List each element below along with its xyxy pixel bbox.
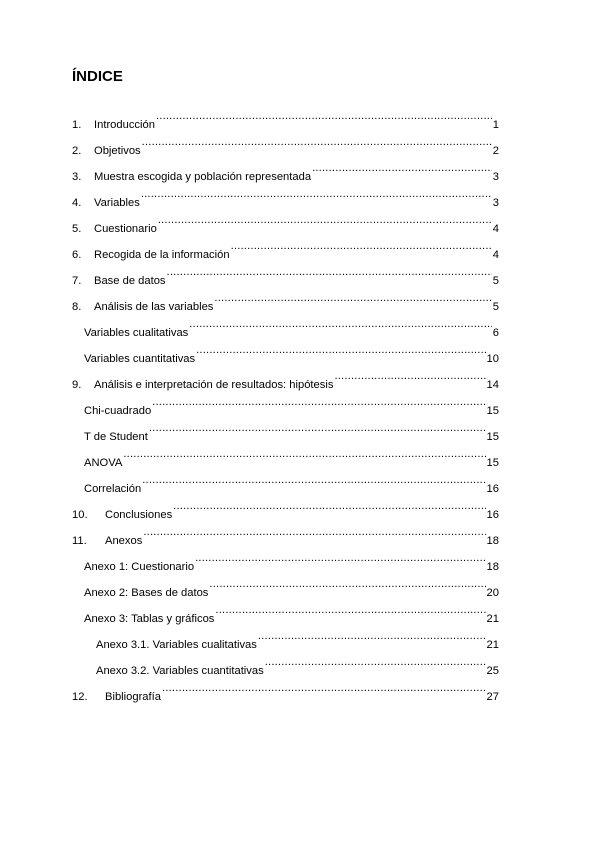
toc-entry-page[interactable]: 20 (486, 587, 499, 599)
toc-entry-page[interactable]: 16 (486, 509, 499, 521)
toc-entry-page[interactable]: 18 (486, 561, 499, 573)
toc-entry-title[interactable]: Anexo 3.1. Variables cualitativas (96, 639, 257, 651)
toc-entry[interactable] (0, 544, 499, 573)
toc-entry-number: 11. (72, 535, 87, 547)
toc-dot-leader (158, 206, 492, 232)
toc-entry-number: 7. (72, 275, 82, 287)
toc-entry-title[interactable]: Variables cuantitativas (84, 353, 196, 365)
toc-dot-leader (189, 310, 492, 336)
toc-dot-leader (231, 232, 492, 258)
toc-entry-title[interactable]: Objetivos (94, 145, 141, 157)
toc-entry[interactable] (0, 440, 499, 469)
toc-entry[interactable] (0, 180, 499, 209)
toc-entry-number: 9. (72, 379, 82, 391)
toc-entry[interactable] (0, 102, 499, 131)
toc-entry-number: 4. (72, 197, 82, 209)
toc-entry-title[interactable]: Variables (94, 197, 140, 209)
toc-dot-leader (312, 154, 492, 180)
toc-dot-leader (162, 674, 486, 700)
toc-entry-page[interactable]: 6 (492, 327, 499, 339)
toc-entry-page[interactable]: 5 (492, 301, 499, 313)
toc-dot-leader (173, 492, 485, 518)
toc-entry-title[interactable]: Análisis e interpretación de resultados: hipótesis (94, 379, 334, 391)
toc-entry-title[interactable]: Recogida de la información (94, 249, 230, 261)
toc-dot-leader (215, 596, 485, 622)
toc-entry[interactable] (0, 570, 499, 599)
toc-entry-page[interactable]: 2 (492, 145, 499, 157)
toc-entry-page[interactable]: 25 (486, 665, 499, 677)
toc-entry-title[interactable]: Análisis de las variables (94, 301, 214, 313)
toc-entry-title[interactable]: ANOVA (84, 457, 123, 469)
toc-dot-leader (142, 128, 492, 154)
toc-entry[interactable] (0, 518, 499, 547)
toc-entry-page[interactable]: 18 (486, 535, 499, 547)
toc-entry[interactable] (0, 128, 499, 157)
toc-entry-title[interactable]: Anexo 2: Bases de datos (84, 587, 209, 599)
toc-entry-number: 10. (72, 509, 88, 521)
toc-entry-title[interactable]: Variables cualitativas (84, 327, 189, 339)
toc-entry-title[interactable]: Anexo 1: Cuestionario (84, 561, 195, 573)
toc-dot-leader (149, 414, 486, 440)
toc-entry-page[interactable]: 4 (492, 223, 499, 235)
toc-dot-leader (209, 570, 485, 596)
toc-dot-leader (142, 466, 485, 492)
toc-entry-title[interactable]: Bibliografía (105, 691, 161, 703)
toc-entry-title[interactable]: Muestra escogida y población representada (94, 171, 312, 183)
toc-entry[interactable] (0, 206, 499, 235)
toc-entry[interactable] (0, 232, 499, 261)
toc-dot-leader (141, 180, 492, 206)
toc-entry[interactable] (0, 336, 499, 365)
toc-entry[interactable] (0, 258, 499, 287)
toc-entry[interactable] (0, 648, 499, 677)
toc-title: ÍNDICE (72, 68, 123, 85)
toc-entry-page[interactable]: 27 (486, 691, 499, 703)
toc-entry-number: 1. (72, 119, 82, 131)
toc-entry-page[interactable]: 15 (486, 405, 499, 417)
toc-dot-leader (196, 336, 485, 362)
toc-entry-number: 12. (72, 691, 88, 703)
toc-entry-title[interactable]: Conclusiones (105, 509, 173, 521)
toc-entry-page[interactable]: 3 (492, 197, 499, 209)
toc-entry-title[interactable]: Anexo 3: Tablas y gráficos (84, 613, 215, 625)
table-of-contents (0, 102, 600, 703)
toc-entry[interactable] (0, 154, 499, 183)
toc-entry[interactable] (0, 492, 499, 521)
toc-entry-number: 8. (72, 301, 82, 313)
toc-dot-leader (195, 544, 485, 570)
toc-entry-page[interactable]: 10 (486, 353, 499, 365)
toc-entry-title[interactable]: Anexos (105, 535, 143, 547)
toc-dot-leader (334, 362, 485, 388)
toc-entry[interactable] (0, 466, 499, 495)
toc-dot-leader (167, 258, 492, 284)
toc-entry[interactable] (0, 622, 499, 651)
toc-entry[interactable] (0, 362, 499, 391)
toc-entry-title[interactable]: Cuestionario (94, 223, 157, 235)
toc-entry-page[interactable]: 14 (486, 379, 499, 391)
toc-dot-leader (214, 284, 491, 310)
toc-entry[interactable] (0, 388, 499, 417)
toc-entry[interactable] (0, 596, 499, 625)
toc-entry-title[interactable]: T de Student (84, 431, 148, 443)
toc-dot-leader (143, 518, 485, 544)
toc-entry-page[interactable]: 16 (486, 483, 499, 495)
toc-entry-title[interactable]: Correlación (84, 483, 142, 495)
toc-entry-page[interactable]: 4 (492, 249, 499, 261)
toc-entry-number: 5. (72, 223, 82, 235)
toc-dot-leader (265, 648, 486, 674)
toc-entry-number: 2. (72, 145, 82, 157)
toc-entry-page[interactable]: 21 (486, 639, 499, 651)
toc-entry-page[interactable]: 5 (492, 275, 499, 287)
toc-entry[interactable] (0, 284, 499, 313)
toc-entry-page[interactable]: 3 (492, 171, 499, 183)
toc-dot-leader (152, 388, 485, 414)
toc-entry[interactable] (0, 414, 499, 443)
toc-entry[interactable] (0, 674, 499, 703)
toc-entry-number: 6. (72, 249, 82, 261)
toc-entry-page[interactable]: 15 (486, 431, 499, 443)
toc-entry-title[interactable]: Chi-cuadrado (84, 405, 152, 417)
toc-entry-title[interactable]: Base de datos (94, 275, 166, 287)
toc-entry-page[interactable]: 1 (492, 119, 499, 131)
toc-dot-leader (156, 102, 492, 128)
toc-dot-leader (123, 440, 485, 466)
toc-entry-title[interactable]: Introducción (94, 119, 155, 131)
toc-entry-page[interactable]: 21 (486, 613, 499, 625)
toc-entry-title[interactable]: Anexo 3.2. Variables cuantitativas (96, 665, 264, 677)
toc-entry-page[interactable]: 15 (486, 457, 499, 469)
toc-entry-number: 3. (72, 171, 82, 183)
toc-entry[interactable] (0, 310, 499, 339)
toc-dot-leader (258, 622, 486, 648)
